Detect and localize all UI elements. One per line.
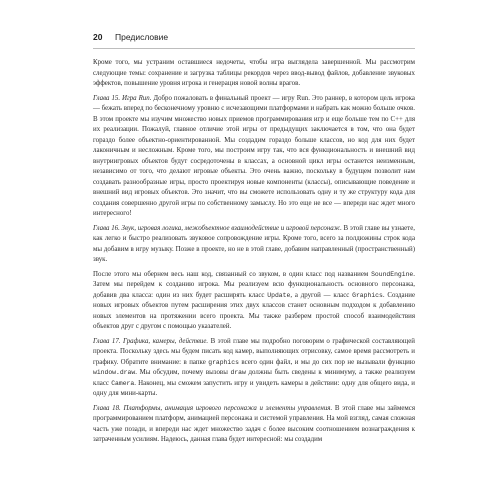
code-term: graphics xyxy=(208,358,239,366)
code-term: Camera xyxy=(111,379,135,387)
paragraph-text: Добро пожаловать в финальный проект — игру Run. Это раннер, в котором цель игрока — бежать вперед по бесконечному уровню с исчезающими платформами и набрать как можно больше очков. В этом проекте мы изучим множество новых приемов программирования игр и еще больше тем по C++ для их реализации. Пожалуй, главное отличие этой игры от предыдущих заключается в том, что она будет гораздо более объектно-ориентированной. Мы создадим гораздо больше классов, но код для них будет лаконичным и несложным. Кроме того, мы построим игру так, что вся функциональность и внешний вид внутриигровых объектов будут сосредоточены в классах, а основной цикл игры останется неизменным, независимо от того, что делают игровые объекты. Это очень важно, поскольку в будущем позволит нам создавать разнообразные игры, просто проектируя новые компоненты (классы), описывающие поведение и внешний вид игровых объектов. Это значит, что вы сможете использовать одну и ту же структуру кода для создания совершенно другой игры по собственному замыслу. Но это еще не все — впереди нас ждет много интересного! xyxy=(93,94,415,217)
paragraph-text: В этой главе мы займемся программированием платформ, анимацией персонажа и системой управления. На мой взгляд, самая сложная часть уже позади, и впереди нас ждет множество задач с более высоким соотношением вознаграждения к затраченным усилиям. Надеюсь, данная глава будет интересной: мы создадим xyxy=(93,404,415,443)
paragraph xyxy=(93,337,415,400)
paragraph-text: Кроме того, мы устраним оставшиеся недочеты, чтобы игра выглядела завершенной. Мы рассмотрим следующие темы: сохранение и загрузка таблицы рекордов через ввод-вывод файлов, добавление звуковых эффектов, повышение уровня игрока и генерация новой волны врагов. xyxy=(93,59,415,87)
paragraph xyxy=(93,94,415,220)
body-text xyxy=(93,58,415,446)
page-number: 20 xyxy=(93,32,103,42)
running-header xyxy=(93,32,415,46)
paragraph-text: всего один файл, и мы до сих пор не вызывали функцию xyxy=(238,358,416,366)
chapter-heading: Глава 15. Игра Run. xyxy=(93,94,152,102)
paragraph-text: После этого мы обернем весь наш код, связанный со звуком, в один класс под названием xyxy=(93,270,372,278)
chapter-heading: Глава 16. Звук, игровая логика, межобъектное взаимодействие и игровой персонаж. xyxy=(93,224,342,232)
book-page xyxy=(93,32,415,450)
paragraph xyxy=(93,270,415,333)
paragraph-text: . Затем мы перейдем к созданию игрока. Мы реализуем всю функциональность основного персонажа, добавив два класса: один из них будет расширять класс xyxy=(93,270,415,299)
code-term: Update xyxy=(267,291,291,299)
paragraph-text: . Наконец, мы сможем запустить игру и увидеть камеры в действии: одну для общего вида, и одну для мини-карты. xyxy=(93,379,415,397)
paragraph xyxy=(93,224,415,266)
paragraph xyxy=(93,58,415,90)
paragraph-text: . Создание новых игровых объектов путем расширения этих двух классов станет основным подходом к добавлению новых элементов на протяжении всего проекта. Мы также разберем простой способ взаимодействия объектов друг с другом с помощью указателей. xyxy=(93,291,416,330)
section-title: Предисловие xyxy=(115,32,169,42)
paragraph-text: , а другой — класс xyxy=(290,291,353,299)
paragraph xyxy=(93,404,415,446)
paragraph-text: В этой главе мы подробно поговорим о графической составляющей проекта. Поскольку здесь мы будем писать код камер, выполняющих отрисовку, самое время рассмотреть и графику. Обратите внимание: в папке xyxy=(93,337,415,366)
chapter-heading: Глава 17. Графика, камеры, действие. xyxy=(93,337,209,345)
paragraph-text: должны быть сведены к минимуму, а также реализуем класс xyxy=(93,369,415,387)
code-term: window.draw xyxy=(93,369,136,376)
code-term: SoundEngine xyxy=(371,270,414,278)
header-rule xyxy=(93,48,415,49)
code-term: Graphics xyxy=(352,291,383,299)
chapter-heading: Глава 18. Платформы, анимация игрового персонажа и элементы управления. xyxy=(93,404,333,412)
code-term: draw xyxy=(230,369,246,376)
paragraph-text: В этой главе вы узнаете, как легко и быстро реализовать звуковое сопровождение игры. Кроме того, всего за полдюжины строк кода мы добавим в игру музыку. Позже в проекте, но не в этой главе, добавим направленный (пространственный) звук. xyxy=(93,224,415,263)
paragraph-text: . Мы обсудим, почему вызовы xyxy=(135,369,231,376)
